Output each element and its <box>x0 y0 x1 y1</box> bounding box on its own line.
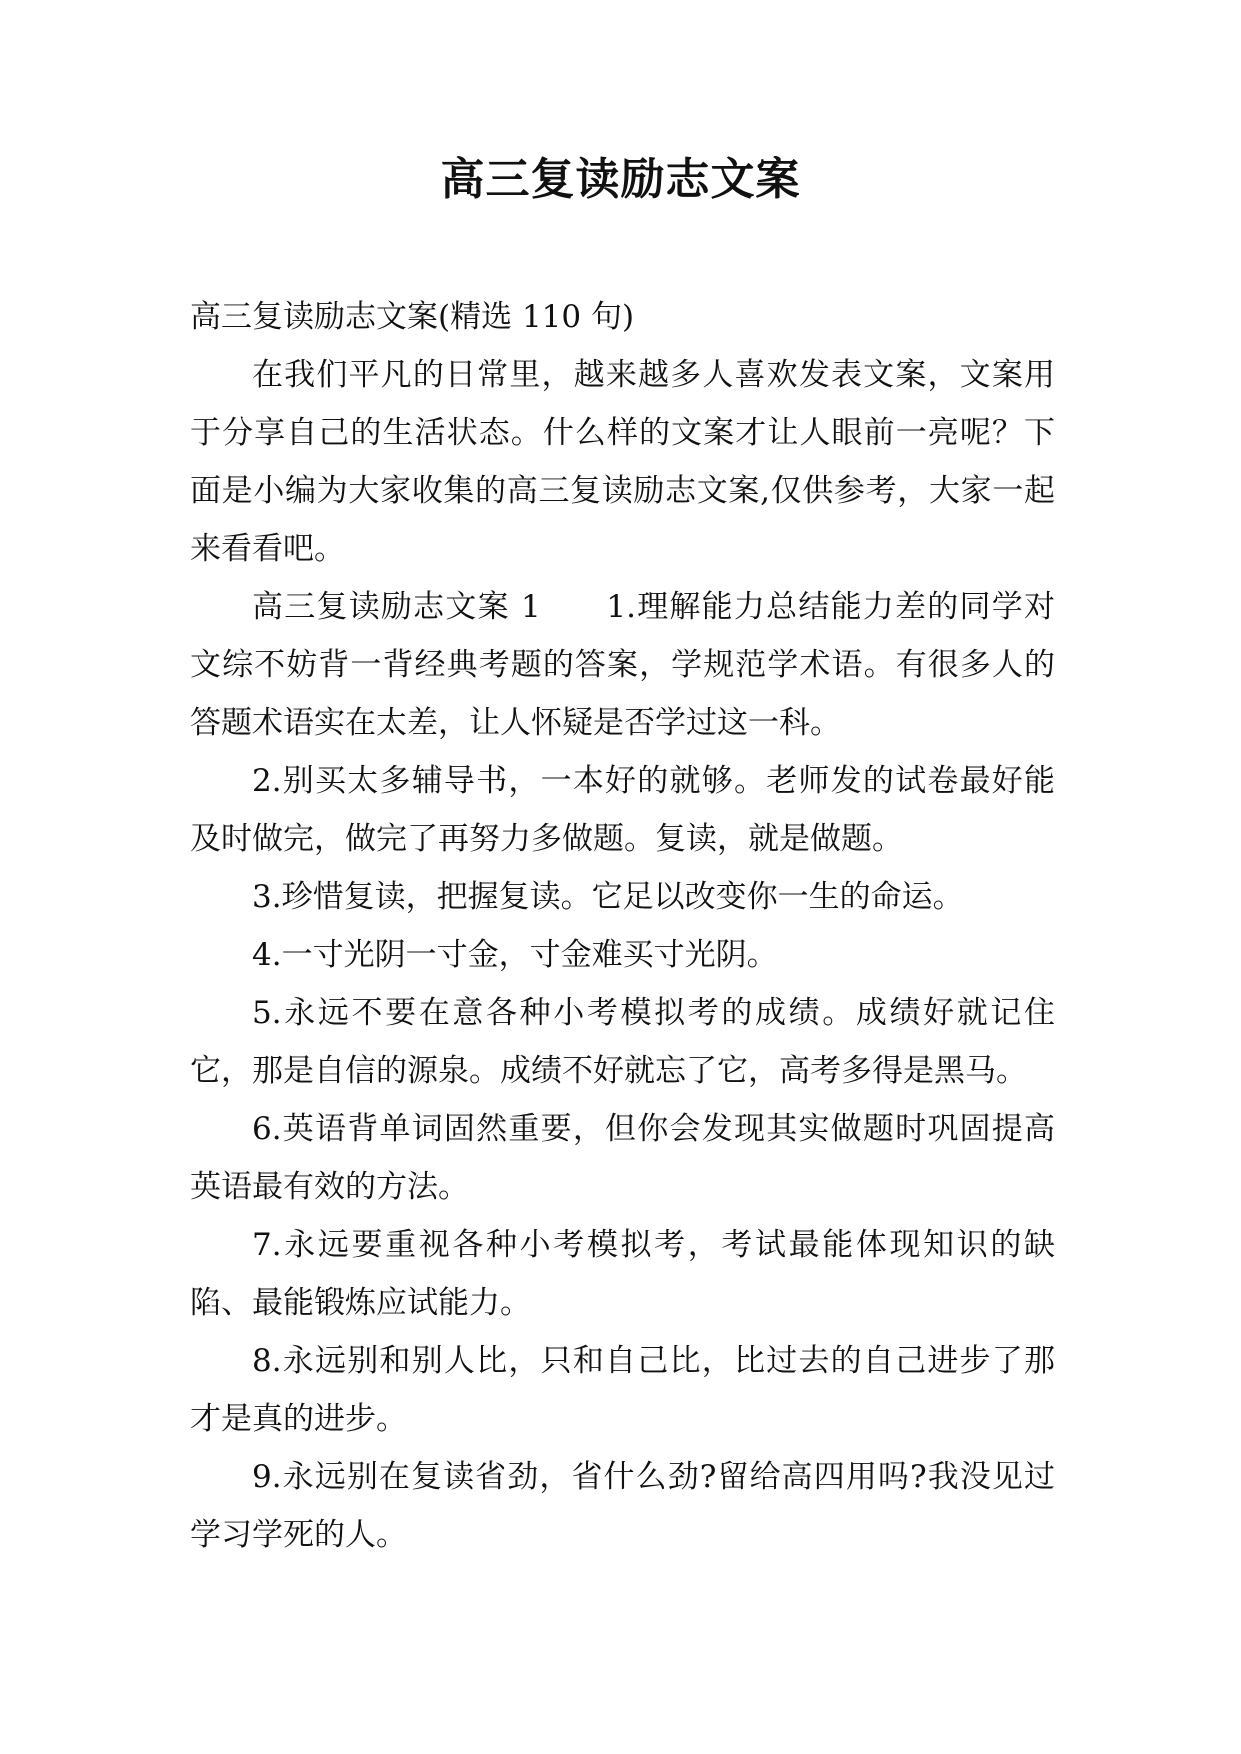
paragraph-item-7: 7.永远要重视各种小考模拟考，考试最能体现知识的缺陷、最能锻炼应试能力。 <box>190 1227 1055 1321</box>
paragraph-item-8: 8.永远别和别人比，只和自己比，比过去的自己进步了那才是真的进步。 <box>190 1343 1055 1437</box>
paragraph-item-3: 3.珍惜复读，把握复读。它足以改变你一生的命运。 <box>252 879 964 915</box>
subtitle: 高三复读励志文案(精选 110 句) <box>190 299 635 335</box>
paragraph-item-6: 6.英语背单词固然重要，但你会发现其实做题时巩固提高英语最有效的方法。 <box>190 1111 1055 1205</box>
paragraph-item-9: 9.永远别在复读省劲，省什么劲?留给高四用吗?我没见过学习学死的人。 <box>190 1459 1055 1553</box>
paragraph-item-2: 2.别买太多辅导书，一本好的就够。老师发的试卷最好能及时做完，做完了再努力多做题。复读，就是做题。 <box>190 763 1055 857</box>
paragraph-item-1: 高三复读励志文案 1 1.理解能力总结能力差的同学对文综不妨背一背经典考题的答案，学规范学术语。有很多人的答题术语实在太差，让人怀疑是否学过这一科。 <box>190 589 1055 741</box>
document-body <box>190 288 1055 1564</box>
paragraph-item-5: 5.永远不要在意各种小考模拟考的成绩。成绩好就记住它，那是自信的源泉。成绩不好就忘了它，高考多得是黑马。 <box>190 995 1055 1089</box>
paragraph-intro: 在我们平凡的日常里，越来越多人喜欢发表文案，文案用于分享自己的生活状态。什么样的文案才让人眼前一亮呢？下面是小编为大家收集的高三复读励志文案,仅供参考，大家一起来看看吧。 <box>190 357 1055 567</box>
page-title: 高三复读励志文案 <box>440 154 801 205</box>
paragraph-item-4: 4.一寸光阴一寸金，寸金难买寸光阴。 <box>252 937 778 973</box>
